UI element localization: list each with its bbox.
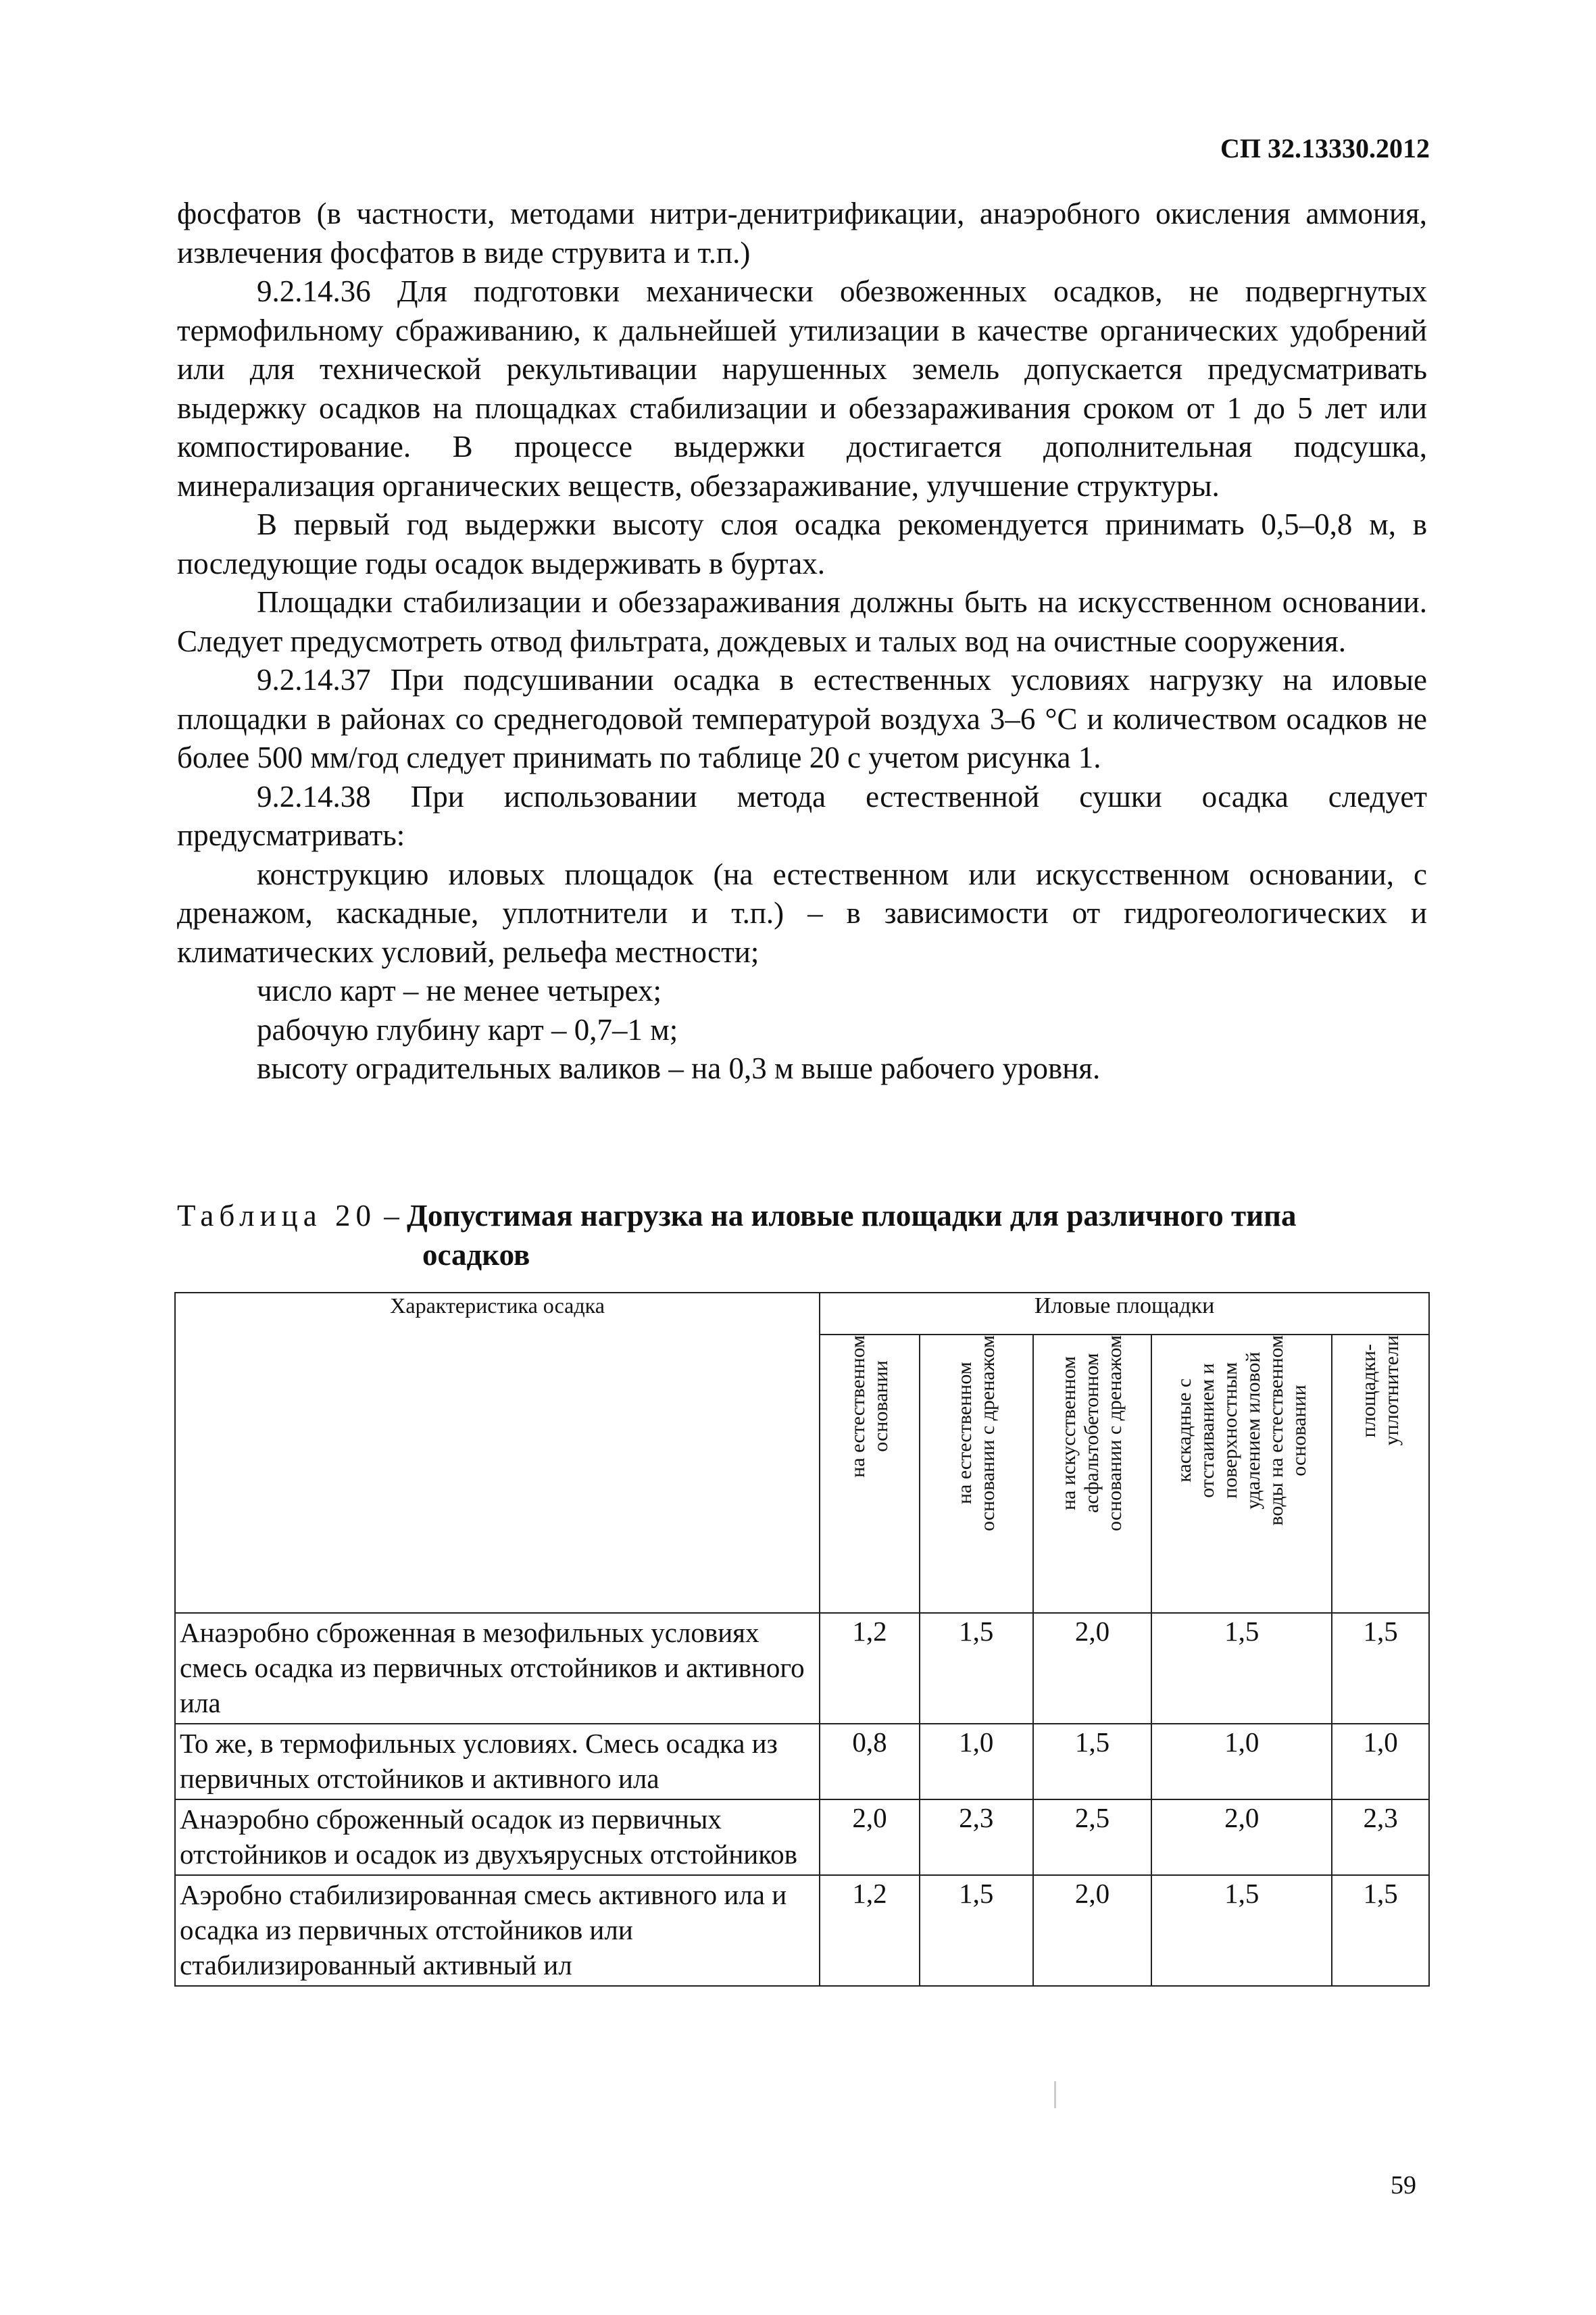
cell-value: 1,2 [820,1875,920,1986]
header-characteristic: Характеристика осадка [175,1293,820,1613]
table-row [175,1724,1429,1799]
paragraph: 9.2.14.36 Для подготовки механически обезвоженных осадков, не подвергнутых термофильному сбраживанию, к дальнейшей утилизации в качестве органических удобрений или для технической рекультивации нарушенных земель допускается предусматривать выдержку осадков на площадках стабилизации и обеззараживания сроком от 1 до 5 лет или компостирование. В процессе выдержки достигается дополнительная подсушка, минерализация органических веществ, обеззараживание, улучшение структуры. [177,274,1427,503]
page-number: 59 [1391,2171,1416,2199]
list-item: рабочую глубину карт – 0,7–1 м; [257,1012,678,1047]
cell-value: 2,3 [1332,1799,1429,1875]
header-sludge-beds: Иловые площадки [820,1293,1429,1335]
cell-value: 0,8 [820,1724,920,1799]
table-caption [177,1196,1427,1274]
cell-value: 1,5 [1332,1875,1429,1986]
cell-value: 1,5 [1332,1613,1429,1724]
scan-mark [1054,2081,1056,2108]
caption-dash: – [376,1199,407,1233]
row-description: Анаэробно сброженный осадок из первичных отстойников и осадок из двухъярусных отстойников [175,1799,820,1875]
column-header: площадки- уплотнители [1332,1335,1429,1613]
table-row [175,1613,1429,1724]
cell-value: 2,3 [920,1799,1033,1875]
cell-value: 1,5 [1151,1875,1332,1986]
list-item: число карт – не менее четырех; [257,974,662,1007]
table-row [175,1799,1429,1875]
cell-value: 1,5 [1033,1724,1152,1799]
column-header: на естественном основании [820,1335,920,1613]
column-header: на искусственном асфальтобетонном основании с дренажом [1033,1335,1152,1613]
paragraph: фосфатов (в частности, методами нитри-денитрификации, анаэробного окисления аммония, извлечения фосфатов в виде струвита и т.п.) [177,197,1427,270]
table-title: Допустимая нагрузка на иловые площадки для различного типа [406,1199,1297,1233]
cell-value: 2,0 [1033,1613,1152,1724]
cell-value: 1,5 [1151,1613,1332,1724]
table-label: Таблица 20 [177,1199,376,1233]
cell-value: 2,0 [1151,1799,1332,1875]
row-description: Аэробно стабилизированная смесь активного ила и осадка из первичных отстойников или стабилизированный активный ил [175,1875,820,1986]
cell-value: 1,0 [1151,1724,1332,1799]
cell-value: 2,0 [820,1799,920,1875]
body-text [177,195,1427,1089]
paragraph: Площадки стабилизации и обеззараживания должны быть на искусственном основании. Следует предусмотреть отвод фильтрата, дождевых и талых вод на очистные сооружения. [177,585,1427,658]
list-item: конструкцию иловых площадок (на естественном или искусственном основании, с дренажом, каскадные, уплотнители и т.п.) – в зависимости от гидрогеологических и климатических условий, рельефа местности; [177,857,1427,969]
paragraph: 9.2.14.38 При использовании метода естественной сушки осадка следует предусматривать: [177,779,1427,852]
paragraph: 9.2.14.37 При подсушивании осадка в естественных условиях нагрузку на иловые площадки в районах со среднегодовой температурой воздуха 3–6 °С и количеством осадков не более 500 мм/год следует принимать по таблице 20 с учетом рисунка 1. [177,663,1427,774]
document-code: СП 32.13330.2012 [1220,133,1430,164]
table-row [175,1875,1429,1986]
cell-value: 1,5 [920,1875,1033,1986]
cell-value: 2,0 [1033,1875,1152,1986]
row-description: То же, в термофильных условиях. Смесь осадка из первичных отстойников и активного ила [175,1724,820,1799]
cell-value: 1,0 [1332,1724,1429,1799]
column-header: каскадные с отстаиванием и поверхностным удалением иловой воды на естественном основании [1151,1335,1332,1613]
cell-value: 1,0 [920,1724,1033,1799]
column-header: на естественном основании с дренажом [920,1335,1033,1613]
paragraph: В первый год выдержки высоту слоя осадка рекомендуется принимать 0,5–0,8 м, в последующие годы осадок выдерживать в буртах. [177,507,1427,580]
row-description: Анаэробно сброженная в мезофильных условиях смесь осадка из первичных отстойников и активного ила [175,1613,820,1724]
list-item: высоту оградительных валиков – на 0,3 м выше рабочего уровня. [257,1051,1101,1085]
sludge-load-table [174,1292,1430,1987]
table-title-continued: осадков [422,1238,530,1272]
cell-value: 1,5 [920,1613,1033,1724]
cell-value: 1,2 [820,1613,920,1724]
cell-value: 2,5 [1033,1799,1152,1875]
